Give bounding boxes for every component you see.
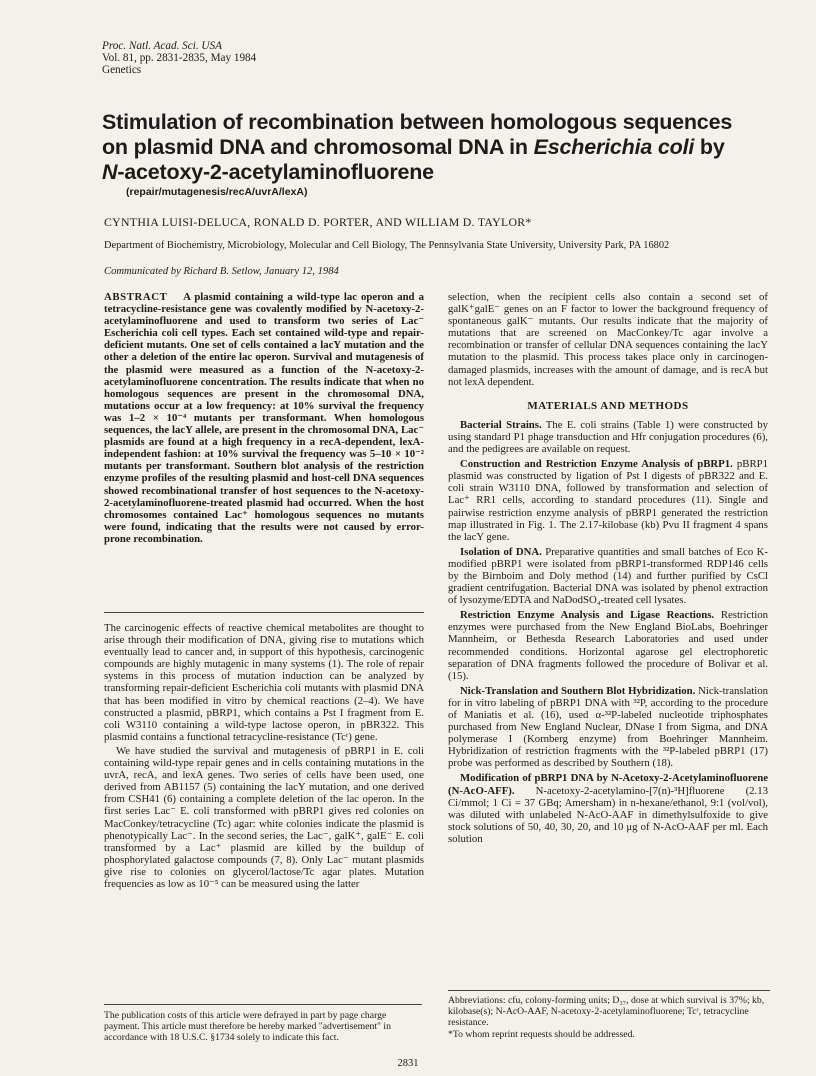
paragraph-heading: Modification of pBRP1 DNA by N-Acetoxy-2-Acetylaminofluorene (N-AcO-AFF). — [448, 772, 768, 797]
journal-section: Genetics — [102, 64, 142, 76]
paragraph-text: Restriction enzymes were purchased from the New England BioLabs, Boehringer Mannheim, or Bethesda Research Laboratories and used under recommended conditions. Horizontal agarose gel electrophoretic separation of DNA fragments followed the procedure of Bolivar et al. (15). — [448, 609, 768, 682]
continued-paragraph: selection, when the recipient cells also contain a second set of galK⁺galE⁻ genes on an F factor to lower the background frequency of spontaneous galK⁻ mutants. Our results indicate that the majority of mutations that are screened on MacConkey/Tc agar involve a recombination or transfer of cellular DNA sequences containing the lacY mutation to the plasmid. This process takes place only in carcinogen-damaged plasmids, increases with the amount of damage, and is recA but not lexA dependent. — [448, 291, 768, 388]
methods-paragraph — [448, 685, 768, 770]
intro-paragraph: The carcinogenic effects of reactive chemical metabolites are thought to arise through their modification of DNA, giving rise to mutations which eventually lead to cancer and, in support of this hypothesis, carcinogenic compounds are highly mutagenic in many systems (1). The role of repair systems in this process of mutation induction can be analyzed by transforming repair-deficient Escherichia coli mutants with plasmid DNA that has been modified in vitro by chemical reactions (2–4). We have constructed a plasmid, pBRP1, which contains a Pst I fragment from E. coli W3110 containing a wild-type lactose operon, in pBR322. This plasmid contains a functional tetracycline-resistance (Tcʳ) gene. — [104, 622, 424, 743]
journal-name: Proc. Natl. Acad. Sci. USA — [102, 40, 222, 52]
footnote-divider-left — [104, 1004, 422, 1005]
abbreviations-footnote — [448, 995, 770, 1040]
paragraph-text: Nick-translation for in vitro labeling of pBRP1 DNA with ³²P, according to the procedure of Maniatis et al. (16), used α-³²P-labeled nucleotide triphosphates purchased from New England Nuclear, DNase I from Sigma, and DNA polymerase I (Kornberg enzyme) from Boehringer Mannheim. Hybridization of restriction fragments with the ³²P-labeled pBRP1 (17) probe was performed as described by Southern (18). — [448, 684, 769, 770]
section-heading-materials-methods: MATERIALS AND METHODS — [527, 399, 689, 412]
page-number: 2831 — [397, 1058, 419, 1069]
journal-volume: Vol. 81, pp. 2831-2835, May 1984 — [102, 52, 257, 64]
paragraph-heading: Isolation of DNA. — [460, 545, 542, 558]
paragraph-text: The E. coli strains (Table 1) were constructed by using standard P1 phage transduction and Hfr conjugation procedures (6), and the pedigrees are available on request. — [448, 418, 768, 456]
paragraph-heading: Nick-Translation and Southern Blot Hybridization. — [460, 684, 696, 697]
methods-paragraph — [448, 458, 768, 543]
abstract-text: A plasmid containing a wild-type lac operon and a tetracycline-resistance gene was covalently modified by N-acetoxy-2-acetylaminofluorene and used to transform two series of Lac⁻ Escherichia coli cell types. Each set contained wild-type and repair-deficient mutants. One set of cells contained a lacY mutation and the other a deletion of the entire lac operon. Survival and mutagenesis of the plasmid were measured as a function of the N-acetoxy-2-acetylaminofluorene concentration. The results indicate that when no homologous sequences are present in the chromosomal DNA, mutations occur at a low frequency: at 10% survival the frequency was 1–2 × 10⁻⁴ mutants per transformant. When homologous sequences, the lacY allele, are present in the chromosomal DNA, Lac⁻ plasmids are found at a high frequency in a recA-dependent, lexA-independent fashion: at 10% survival the frequency was 5–10 × 10⁻² mutants per transformant. Southern blot analysis of the restriction enzyme profiles of the resulting plasmid and host-cell DNA sequences showed recombinational transfer of host sequences to the N-acetoxy-2-acetylaminofluorene-treated plasmid had occurred. When the host chromosomes contained Lac⁺ homologous sequences no mutants were found, indicating that the results were not caused by error-prone recombination. — [104, 291, 424, 545]
paragraph-heading: Construction and Restriction Enzyme Analysis of pBRP1. — [460, 458, 733, 471]
footnote-divider-right — [448, 990, 770, 991]
paragraph-heading: Bacterial Strains. — [460, 418, 542, 431]
title-part-3: -acetoxy-2-acetylaminofluorene — [117, 160, 434, 184]
title-prefix: N — [102, 160, 118, 184]
abstract-heading: ABSTRACT — [104, 291, 168, 303]
intro-paragraph: We have studied the survival and mutagenesis of pBRP1 in E. coli containing wild-type repair genes and in cells containing mutations in the uvrA, recA, and lexA genes. Two series of cells have been used, one derived from AB1157 (5) containing the lacY mutation, and one derived from CSH41 (6) containing a complete deletion of the lac operon. In the first series Lac⁻ E. coli transformed with pBRP1 gives red colonies on MacConkey/tetracycline (Tc) agar: white colonies indicate the plasmid is phenotypically Lac⁻. In the second series, the Lac⁻, galK⁺, galE⁻ E. coli transformed by a Lac⁺ plasmid are killed by the buildup of phosphorylated galactose compounds (7, 8). Only Lac⁻ mutant plasmids give rise to colonies on glycerol/lactose/Tc agar plates. Mutation frequencies as low as 10⁻⁵ can be measured using the latter — [104, 744, 424, 890]
methods-paragraph — [448, 609, 768, 682]
paragraph-heading: Restriction Enzyme Analysis and Ligase Reactions. — [460, 609, 715, 622]
paragraph-text: N-acetoxy-2-acetylamino-[7(n)-³H]fluorene (2.13 Ci/mmol; 1 Ci = 37 GBq; Amersham) in n-hexane/ethanol, 9:1 (vol/vol), was diluted with unlabeled N-AcO-AAF in dimethylsulfoxide to give stock solutions of 50, 40, 30, 20, and 10 μg of N-AcO-AAF per ml. Each solution — [448, 784, 768, 845]
abstract-divider — [104, 612, 424, 613]
correspondence-note: *To whom reprint requests should be addressed. — [448, 1028, 635, 1040]
abstract — [104, 291, 424, 545]
journal-header — [102, 40, 256, 76]
title-part-1: Stimulation of recombination between homologous sequences on plasmid DNA and chromosomal DNA in — [102, 110, 733, 159]
methods-paragraph — [448, 419, 768, 455]
right-column — [448, 291, 768, 848]
affiliation: Department of Biochemistry, Microbiology, Molecular and Cell Biology, The Pennsylvania State University, University Park, PA 16802 — [104, 240, 670, 251]
title-organism: Escherichia coli — [533, 135, 695, 159]
article-title — [102, 110, 742, 185]
methods-paragraph — [448, 546, 768, 606]
keywords: (repair/mutagenesis/recA/uvrA/lexA) — [126, 186, 308, 198]
abbreviations: Abbreviations: cfu, colony-forming units; D₃₇, dose at which survival is 37%; kb, kilobase(s); N-AcO-AAF, N-acetoxy-2-acetylaminofluorene; Tcʳ, tetracycline resistance. — [448, 995, 765, 1029]
paragraph-text: pBRP1 plasmid was constructed by ligation of Pst I digests of pBR322 and E. coli strain W3110 DNA, followed by transformation and selection of Lac⁺ RR1 cells, according to standard procedures (11). Single and pairwise restriction enzyme analysis of pBRP1 generated the restriction map illustrated in Fig. 1. The 2.17-kilobase (kb) Pvu II fragment 4 spans the lacY gene. — [448, 458, 768, 543]
publication-cost-footnote: The publication costs of this article were defrayed in part by page charge payment. This article must therefore be hereby marked "advertisement" in accordance with 18 U.S.C. §1734 solely to indicate this fact. — [104, 1010, 391, 1044]
title-part-2: by — [694, 135, 725, 159]
introduction — [104, 622, 424, 890]
author-list: CYNTHIA LUISI-DELUCA, RONALD D. PORTER, AND WILLIAM D. TAYLOR* — [104, 215, 532, 229]
communicated-by: Communicated by Richard B. Setlow, January 12, 1984 — [104, 266, 339, 277]
paragraph-text: Preparative quantities and small batches of Eco K-modified pBRP1 were isolated from pBRP1-transformed RDP146 cells by the Birnboim and Doly method (14) and further purified by CsCl gradient centrifugation. Bacterial DNA was isolated by phenol extraction of lysozyme/EDTA and NaDodSO₄-treated cell lysates. — [448, 545, 768, 607]
methods-paragraph — [448, 772, 768, 845]
